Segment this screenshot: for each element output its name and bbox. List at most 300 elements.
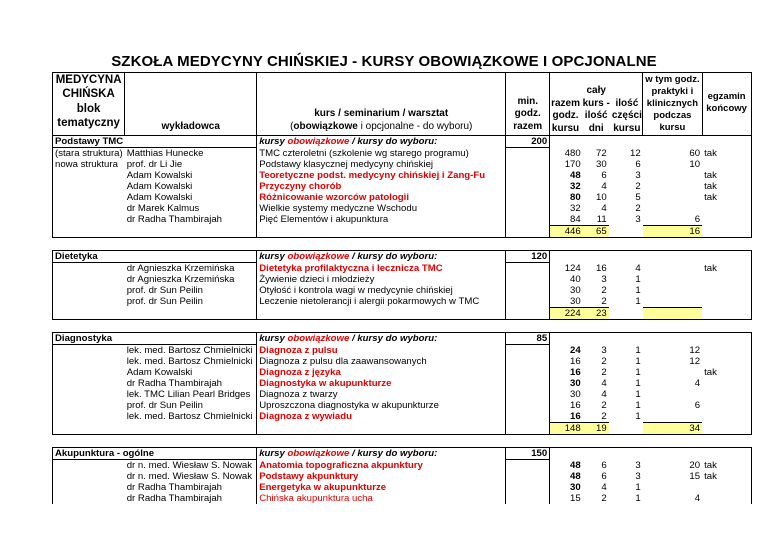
practice-hours: 15 [689, 471, 701, 483]
course-hours: 16 [570, 411, 581, 423]
lecturer: dr Radha Thambirajah [126, 482, 223, 494]
course-hours: 48 [570, 459, 581, 471]
final-exam: tak [702, 170, 751, 181]
empty-cell [550, 251, 583, 263]
empty-cell [643, 435, 702, 448]
block-header-row [53, 251, 752, 263]
empty-cell [609, 251, 643, 263]
empty-cell [125, 226, 257, 238]
practice-hours [643, 192, 702, 203]
course-parts: 1 [635, 285, 641, 297]
kursy-label [257, 136, 506, 148]
header-block: MEDYCYNA CHIŃSKA blok tematyczny [53, 73, 125, 136]
course-parts: 3 [635, 214, 641, 226]
course-hours: 170 [564, 159, 581, 171]
min-cell [506, 192, 550, 203]
practice-hours [643, 367, 702, 378]
empty-cell [609, 320, 643, 333]
course-name: Diagnoza z języka [257, 367, 506, 378]
course-days: 3 [601, 274, 607, 286]
final-exam: tak [702, 460, 751, 472]
course-row [53, 192, 752, 203]
course-name: Różnicowanie wzorców patologii [257, 192, 506, 203]
lecturer: dr n. med. Wiesław S. Nowak [126, 471, 253, 483]
practice-hours [643, 482, 702, 493]
course-days: 2 [601, 493, 607, 505]
kursy-label-a: kursy [259, 251, 288, 263]
course-row [53, 274, 752, 285]
course-days: 2 [601, 400, 607, 412]
course-name: Podstawy akpunktury [257, 471, 506, 482]
practice-hours: 20 [689, 459, 701, 471]
course-row [53, 296, 752, 308]
final-exam: tak [702, 181, 751, 192]
course-row [53, 356, 752, 367]
practice-hours: 12 [689, 356, 701, 368]
structure-label [53, 296, 125, 308]
empty-cell [257, 308, 506, 320]
header-final-exam: egzamin końcowy [702, 73, 751, 136]
practice-hours [643, 181, 702, 192]
course-days: 16 [596, 262, 607, 274]
structure-label [53, 263, 125, 275]
final-exam [702, 159, 751, 170]
course-parts: 6 [635, 159, 641, 171]
course-days: 72 [596, 147, 607, 159]
course-hours: 40 [570, 274, 581, 286]
course-row [53, 285, 752, 296]
final-exam: tak [702, 367, 751, 378]
practice-hours: 4 [694, 493, 701, 505]
empty-cell [583, 136, 609, 148]
kursy-label-c: / kursy do wyboru: [349, 136, 438, 148]
course-row [53, 181, 752, 192]
header-course: kurs / seminarium / warsztat (obowiązkowe i opcjonalne - do wyboru) [257, 73, 506, 136]
course-hours: 32 [570, 203, 581, 215]
lecturer: Adam Kowalski [126, 192, 193, 204]
sum-practice: 34 [643, 423, 702, 435]
min-cell [506, 285, 550, 296]
structure-label [53, 378, 125, 389]
min-cell [506, 400, 550, 411]
course-name: Leczenie nietolerancji i alergii pokarmowych w TMC [257, 296, 506, 308]
empty-cell [53, 308, 125, 320]
min-hours: 150 [506, 448, 550, 460]
structure-label [53, 389, 125, 400]
course-row [53, 170, 752, 181]
empty-cell [609, 136, 643, 148]
empty-cell [550, 435, 583, 448]
empty-cell [257, 435, 506, 448]
practice-hours [643, 170, 702, 181]
structure-label: nowa struktura [53, 159, 125, 170]
course-days: 2 [601, 367, 607, 379]
block-header-row [53, 333, 752, 345]
course-days: 6 [601, 459, 607, 471]
empty-cell [257, 423, 506, 435]
min-cell [506, 460, 550, 472]
course-parts: 3 [635, 170, 641, 182]
lecturer: prof. dr Li Jie [126, 159, 183, 171]
kursy-label-a: kursy [259, 136, 288, 148]
sum-days: 23 [583, 308, 609, 320]
kursy-label-a: kursy [259, 448, 288, 460]
min-hours: 200 [506, 136, 550, 148]
course-hours: 16 [570, 356, 581, 368]
course-row [53, 378, 752, 389]
course-hours: 16 [570, 367, 581, 379]
min-cell [506, 389, 550, 400]
empty-cell [506, 320, 550, 333]
final-exam [702, 389, 751, 400]
course-name: Diagnoza z wywiadu [257, 411, 506, 423]
spacer-row [53, 435, 752, 448]
course-days: 2 [601, 411, 607, 423]
kursy-label-b: obowiązkowe [287, 333, 350, 345]
course-days: 6 [601, 471, 607, 483]
final-exam [702, 482, 751, 493]
course-row [53, 263, 752, 275]
course-row [53, 471, 752, 482]
block-name: Akupunktura - ogólne [53, 448, 257, 460]
structure-label [53, 170, 125, 181]
course-parts: 1 [635, 400, 641, 412]
course-row [53, 493, 752, 504]
empty-cell [583, 448, 609, 460]
structure-label [53, 345, 125, 357]
lecturer: dr Agnieszka Krzemińska [126, 274, 235, 286]
header-days: cały kurs - ilość dni [582, 85, 610, 134]
sum-hours: 446 [550, 226, 583, 238]
structure-label [53, 285, 125, 296]
kursy-label [257, 333, 506, 345]
spacer-row [53, 320, 752, 333]
empty-cell [609, 423, 643, 435]
min-cell [506, 181, 550, 192]
empty-cell [125, 238, 257, 251]
header-parts: ilość części kursu [611, 97, 642, 134]
course-hours: 30 [570, 482, 581, 494]
min-cell [506, 367, 550, 378]
final-exam: tak [702, 148, 751, 160]
empty-cell [53, 226, 125, 238]
empty-cell [506, 238, 550, 251]
lecturer: prof. dr Sun Peilin [126, 285, 203, 297]
course-row [53, 400, 752, 411]
empty-cell [702, 435, 751, 448]
empty-cell [643, 251, 702, 263]
min-cell [506, 274, 550, 285]
course-name: Podstawy klasycznej medycyny chińskiej [257, 159, 506, 170]
structure-label [53, 471, 125, 482]
course-parts: 1 [635, 344, 641, 356]
empty-cell [643, 320, 702, 333]
course-hours: 48 [570, 170, 581, 182]
kursy-label-c: / kursy do wyboru: [349, 251, 438, 263]
min-cell [506, 148, 550, 160]
kursy-label-b: obowiązkowe [287, 251, 350, 263]
empty-cell [609, 448, 643, 460]
final-exam [702, 378, 751, 389]
course-name: Anatomia topograficzna akpunktury [257, 460, 506, 472]
kursy-label [257, 448, 506, 460]
kursy-label-c: / kursy do wyboru: [349, 448, 438, 460]
lecturer: prof. dr Sun Peilin [126, 296, 203, 308]
course-parts: 3 [635, 471, 641, 483]
header-course-info [550, 73, 643, 136]
header-lecturer: wykładowca [125, 73, 257, 136]
course-parts: 2 [635, 181, 641, 193]
kursy-label-b: obowiązkowe [287, 136, 350, 148]
course-name: Dietetyka profilaktyczna i lecznicza TMC [257, 263, 506, 275]
empty-cell [257, 238, 506, 251]
min-cell [506, 170, 550, 181]
practice-hours [643, 274, 702, 285]
empty-cell [609, 333, 643, 345]
sum-row [53, 308, 752, 320]
course-hours: 24 [570, 344, 581, 356]
structure-label [53, 274, 125, 285]
empty-cell [643, 238, 702, 251]
practice-hours [643, 389, 702, 400]
lecturer: Adam Kowalski [126, 181, 193, 193]
sum-hours: 148 [550, 423, 583, 435]
practice-hours: 12 [689, 344, 701, 356]
lecturer: lek. TMC Lilian Pearl Bridges [126, 389, 251, 401]
kursy-label-b: obowiązkowe [287, 448, 350, 460]
sum-days: 65 [583, 226, 609, 238]
empty-cell [506, 423, 550, 435]
course-hours: 30 [570, 296, 581, 308]
course-hours: 480 [564, 147, 581, 159]
lecturer: dr Radha Thambirajah [126, 493, 223, 505]
empty-cell [702, 320, 751, 333]
min-cell [506, 411, 550, 423]
empty-cell [702, 251, 751, 263]
final-exam [702, 285, 751, 296]
kursy-label-c: / kursy do wyboru: [349, 333, 438, 345]
course-parts: 1 [635, 493, 641, 505]
empty-cell [125, 435, 257, 448]
block-header-row [53, 136, 752, 148]
course-row [53, 460, 752, 472]
empty-cell [702, 226, 751, 238]
empty-cell [53, 238, 125, 251]
lecturer: Adam Kowalski [126, 367, 193, 379]
empty-cell [609, 308, 643, 320]
course-days: 6 [601, 170, 607, 182]
min-cell [506, 214, 550, 226]
lecturer: Matthias Hunecke [126, 148, 204, 160]
course-days: 3 [601, 344, 607, 356]
empty-cell [643, 448, 702, 460]
lecturer: Adam Kowalski [126, 170, 193, 182]
course-days: 2 [601, 285, 607, 297]
structure-label [53, 181, 125, 192]
empty-cell [125, 308, 257, 320]
min-cell [506, 296, 550, 308]
lecturer: dr Agnieszka Krzemińska [126, 263, 235, 275]
course-parts: 1 [635, 411, 641, 423]
structure-label [53, 482, 125, 493]
final-exam [702, 400, 751, 411]
course-parts: 2 [635, 203, 641, 215]
course-name: Otyłość i kontrola wagi w medycynie chińskiej [257, 285, 506, 296]
course-name: Energetyka w akupunkturze [257, 482, 506, 493]
final-exam [702, 356, 751, 367]
header-row [53, 73, 752, 136]
course-days: 4 [601, 389, 607, 401]
course-parts: 1 [635, 356, 641, 368]
course-name: Diagnoza z twarzy [257, 389, 506, 400]
final-exam [702, 214, 751, 226]
courses-table [52, 72, 752, 504]
course-hours: 30 [570, 389, 581, 401]
empty-cell [53, 435, 125, 448]
course-row [53, 482, 752, 493]
lecturer: dr Radha Thambirajah [126, 378, 223, 390]
course-row [53, 214, 752, 226]
empty-cell [550, 333, 583, 345]
empty-cell [125, 423, 257, 435]
structure-label [53, 192, 125, 203]
course-name: Teoretyczne podst. medycyny chińskiej i Zang-Fu [257, 170, 506, 181]
practice-hours [643, 411, 702, 423]
course-parts: 1 [635, 482, 641, 494]
structure-label [53, 411, 125, 423]
course-days: 30 [596, 159, 607, 171]
structure-label: (stara struktura) [53, 148, 125, 160]
empty-cell [550, 238, 583, 251]
min-cell [506, 345, 550, 357]
empty-cell [643, 333, 702, 345]
min-hours: 120 [506, 251, 550, 263]
empty-cell [702, 333, 751, 345]
empty-cell [550, 136, 583, 148]
course-name: Diagnostyka w akupunkturze [257, 378, 506, 389]
course-name: TMC czteroletni (szkolenie wg starego programu) [257, 148, 506, 160]
empty-cell [506, 435, 550, 448]
course-name: Wielkie systemy medyczne Wschodu [257, 203, 506, 214]
course-row [53, 148, 752, 160]
course-hours: 124 [564, 262, 581, 274]
course-parts: 12 [630, 147, 641, 159]
course-name: Uproszczona diagnostyka w akupunkturze [257, 400, 506, 411]
course-name: Żywienie dzieci i młodzieży [257, 274, 506, 285]
course-parts: 1 [635, 296, 641, 308]
practice-hours: 4 [694, 378, 701, 390]
empty-cell [583, 333, 609, 345]
min-cell [506, 159, 550, 170]
empty-cell [643, 136, 702, 148]
empty-cell [702, 308, 751, 320]
course-parts: 1 [635, 367, 641, 379]
empty-cell [506, 226, 550, 238]
practice-hours: 60 [689, 147, 701, 159]
sum-practice: 16 [643, 226, 702, 238]
empty-cell [53, 320, 125, 333]
course-name: Przyczyny chorób [257, 181, 506, 192]
course-row [53, 411, 752, 423]
course-parts: 1 [635, 389, 641, 401]
kursy-label [257, 251, 506, 263]
course-days: 4 [601, 203, 607, 215]
practice-hours [643, 296, 702, 308]
empty-cell [702, 136, 751, 148]
sum-days: 19 [583, 423, 609, 435]
lecturer: lek. med. Bartosz Chmielnicki [126, 411, 253, 423]
course-name: Pięć Elementów i akupunktura [257, 214, 506, 226]
course-hours: 30 [570, 285, 581, 297]
min-hours: 85 [506, 333, 550, 345]
final-exam: tak [702, 263, 751, 275]
structure-label [53, 367, 125, 378]
course-row [53, 389, 752, 400]
min-cell [506, 482, 550, 493]
min-cell [506, 203, 550, 214]
empty-cell [609, 435, 643, 448]
course-days: 4 [601, 181, 607, 193]
min-cell [506, 471, 550, 482]
empty-cell [702, 423, 751, 435]
empty-cell [609, 226, 643, 238]
course-parts: 1 [635, 274, 641, 286]
practice-hours: 6 [694, 214, 701, 226]
sum-hours: 224 [550, 308, 583, 320]
course-hours: 30 [570, 378, 581, 390]
empty-cell [702, 238, 751, 251]
sum-row [53, 423, 752, 435]
block-name: Podstawy TMC [53, 136, 257, 148]
final-exam [702, 203, 751, 214]
course-days: 2 [601, 356, 607, 368]
course-hours: 15 [570, 493, 581, 505]
course-name: Diagnoza z pulsu dla zaawansowanych [257, 356, 506, 367]
structure-label [53, 400, 125, 411]
final-exam: tak [702, 471, 751, 482]
empty-cell [609, 238, 643, 251]
course-parts: 3 [635, 459, 641, 471]
practice-hours [643, 203, 702, 214]
header-total-hours: razem godz. kursu [551, 97, 580, 134]
course-parts: 1 [635, 378, 641, 390]
course-hours: 32 [570, 181, 581, 193]
min-cell [506, 378, 550, 389]
empty-cell [257, 320, 506, 333]
lecturer: lek. med. Bartosz Chmielnicki [126, 345, 253, 357]
empty-cell [583, 435, 609, 448]
header-min-hours: min. godz. razem [506, 73, 550, 136]
lecturer: dr Radha Thambirajah [126, 214, 223, 226]
structure-label [53, 214, 125, 226]
structure-label [53, 493, 125, 504]
block-name: Diagnostyka [53, 333, 257, 345]
practice-hours [643, 263, 702, 275]
course-days: 4 [601, 482, 607, 494]
course-days: 10 [596, 192, 607, 204]
empty-cell [53, 423, 125, 435]
practice-hours: 6 [694, 400, 701, 412]
empty-cell [550, 320, 583, 333]
course-name: Chińska akupunktura ucha [257, 493, 506, 504]
final-exam [702, 493, 751, 504]
header-practice-hours: w tym godz. praktyki i klinicznych podczas kursu [643, 73, 702, 136]
lecturer: lek. med. Bartosz Chmielnicki [126, 356, 253, 368]
block-name: Dietetyka [53, 251, 257, 263]
min-cell [506, 356, 550, 367]
course-hours: 16 [570, 400, 581, 412]
course-days: 4 [601, 378, 607, 390]
